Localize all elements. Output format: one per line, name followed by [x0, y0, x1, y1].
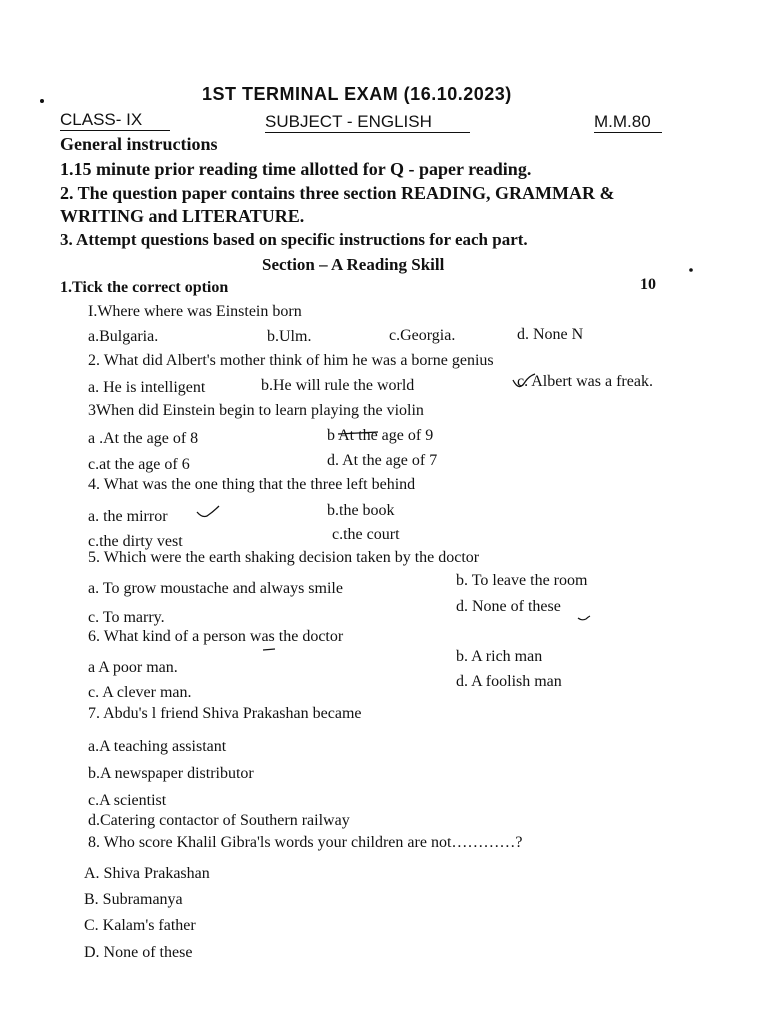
q6-option-b: b. A rich man — [456, 648, 543, 665]
instruction-1: 1.15 minute prior reading time allotted for Q - paper reading. — [60, 159, 532, 179]
q5-option-b: b. To leave the room — [456, 572, 588, 589]
question-3: 3When did Einstein begin to learn playing the violin — [88, 402, 424, 419]
q3-option-b: b At the age of 9 — [327, 427, 434, 444]
q4-option-d: c.the court — [332, 526, 400, 543]
q1-option-b: b.Ulm. — [267, 328, 312, 345]
q5-option-c: c. To marry. — [88, 609, 165, 626]
q8-option-d: D. None of these — [84, 944, 193, 961]
question-1: I.Where where was Einstein born — [88, 303, 302, 320]
q7-option-d: d.Catering contactor of Southern railway — [88, 812, 350, 829]
q8-option-c: C. Kalam's father — [84, 917, 196, 934]
instruction-3: 3. Attempt questions based on specific instructions for each part. — [60, 230, 528, 249]
q7-option-a: a.A teaching assistant — [88, 738, 227, 755]
q4-option-c: c.the dirty vest — [88, 533, 183, 550]
stray-dash-mark — [263, 649, 275, 650]
q1-option-d: d. None N — [517, 326, 584, 343]
q1-option-a: a.Bulgaria. — [88, 328, 159, 345]
question-4: 4. What was the one thing that the three left behind — [88, 476, 416, 493]
q2-option-b: b.He will rule the world — [261, 377, 415, 394]
q6-option-a: a A poor man. — [88, 659, 178, 676]
q1-option-c: c.Georgia. — [389, 327, 456, 344]
section-title: Section – A Reading Skill — [262, 255, 445, 274]
question-6: 6. What kind of a person was the doctor — [88, 628, 344, 645]
instruction-2b: WRITING and LITERATURE. — [60, 206, 305, 226]
q2-option-a: a. He is intelligent — [88, 379, 206, 396]
q3-option-d: d. At the age of 7 — [327, 452, 438, 469]
question-heading: 1.Tick the correct option — [60, 279, 229, 296]
question-5: 5. Which were the earth shaking decision taken by the doctor — [88, 549, 480, 566]
instructions-heading: General instructions — [60, 134, 218, 154]
question-2: 2. What did Albert's mother think of him he was a borne genius — [88, 352, 494, 369]
q8-option-b: B. Subramanya — [84, 891, 183, 908]
question-7: 7. Abdu's l friend Shiva Prakashan became — [88, 705, 362, 722]
exam-title: 1ST TERMINAL EXAM (16.10.2023) — [202, 84, 512, 104]
stray-dot-mark — [689, 268, 693, 272]
q2-tick-mark — [513, 374, 535, 387]
instruction-2a: 2. The question paper contains three section READING, GRAMMAR & — [60, 183, 615, 203]
q3-strike-mark — [338, 432, 378, 434]
q3-option-a: a .At the age of 8 — [88, 430, 199, 447]
q4-option-b: b.the book — [327, 502, 395, 519]
q4-tick-mark — [197, 506, 219, 517]
q8-option-a: A. Shiva Prakashan — [84, 865, 210, 882]
q3-option-c: c.at the age of 6 — [88, 456, 190, 473]
q2-option-c: c. Albert was a freak. — [517, 373, 653, 390]
class-label: CLASS- IX — [60, 110, 143, 129]
q7-option-b: b.A newspaper distributor — [88, 765, 254, 782]
q5-option-a: a. To grow moustache and always smile — [88, 580, 343, 597]
marks-label: M.M.80 — [594, 112, 651, 131]
q5-tick-mark — [578, 616, 590, 620]
q7-option-c: c.A scientist — [88, 792, 167, 809]
stray-dot-mark — [40, 99, 44, 103]
q6-option-c: c. A clever man. — [88, 684, 192, 701]
subject-label: SUBJECT - ENGLISH — [265, 112, 432, 131]
section-marks: 10 — [640, 276, 656, 293]
q6-option-d: d. A foolish man — [456, 673, 562, 690]
q4-option-a: a. the mirror — [88, 508, 168, 525]
question-8: 8. Who score Khalil Gibra'ls words your children are not…………? — [88, 834, 523, 851]
q5-option-d: d. None of these — [456, 598, 561, 615]
